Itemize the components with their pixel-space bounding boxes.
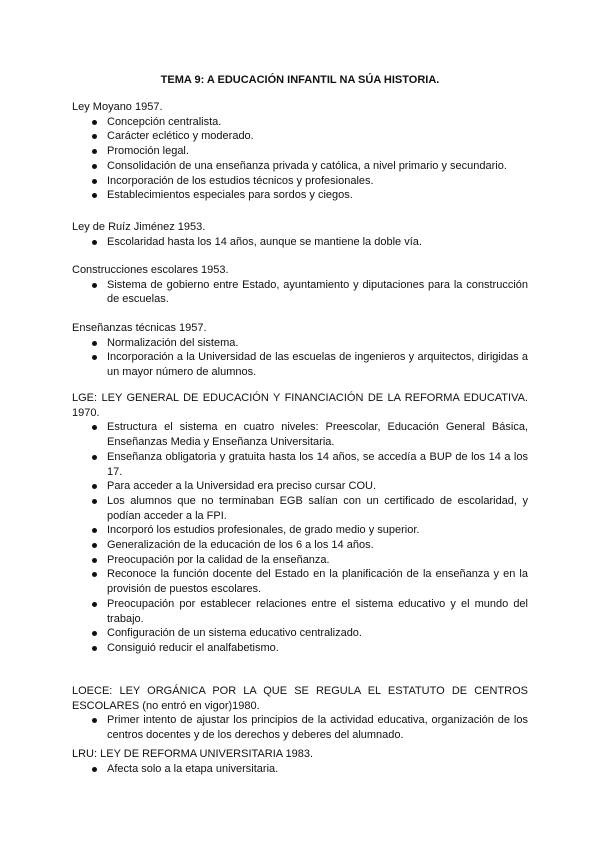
list-item: Normalización del sistema. — [72, 336, 528, 351]
bullet-list — [72, 235, 528, 250]
list-item: Promoción legal. — [72, 144, 528, 159]
list-item: Generalización de la educación de los 6 a los 14 años. — [72, 538, 528, 553]
section-heading: Enseñanzas técnicas 1957. — [72, 322, 207, 334]
section-heading: Ley de Ruíz Jiménez 1953. — [72, 221, 206, 233]
bullet-list — [72, 420, 528, 655]
list-item: Consiguió reducir el analfabetismo. — [72, 641, 528, 656]
section-heading: Construcciones escolares 1953. — [72, 264, 229, 276]
section — [72, 321, 528, 380]
bullet-list — [72, 278, 528, 307]
list-item: Configuración de un sistema educativo centralizado. — [72, 626, 528, 641]
list-item: Sistema de gobierno entre Estado, ayuntamiento y diputaciones para la construcción de escuelas. — [72, 278, 528, 307]
bullet-list — [72, 336, 528, 380]
section-heading: LRU: LEY DE REFORMA UNIVERSITARIA 1983. — [72, 748, 314, 760]
section — [72, 100, 528, 203]
list-item: Los alumnos que no terminaban EGB salían con un certificado de escolaridad, y podían acceder a la FPI. — [72, 494, 528, 523]
list-item: Preocupación por la calidad de la enseñanza. — [72, 553, 528, 568]
list-item: Incorporación de los estudios técnicos y profesionales. — [72, 174, 528, 189]
bullet-list — [72, 115, 528, 203]
section — [72, 220, 528, 249]
section — [72, 747, 528, 776]
section-heading: Ley Moyano 1957. — [72, 101, 163, 113]
section — [72, 684, 528, 743]
bullet-list — [72, 713, 528, 742]
section — [72, 263, 528, 307]
list-item: Carácter eclético y moderado. — [72, 129, 528, 144]
list-item: Para acceder a la Universidad era preciso cursar COU. — [72, 479, 528, 494]
list-item: Concepción centralista. — [72, 115, 528, 130]
list-item: Reconoce la función docente del Estado en la planificación de la enseñanza y en la provisión de puestos escolares. — [72, 567, 528, 596]
list-item: Incorporación a la Universidad de las escuelas de ingenieros y arquitectos, dirigidas a un mayor número de alumnos. — [72, 350, 528, 379]
list-item: Establecimientos especiales para sordos y ciegos. — [72, 188, 528, 203]
list-item: Preocupación por establecer relaciones entre el sistema educativo y el mundo del trabajo. — [72, 597, 528, 626]
list-item: Afecta solo a la etapa universitaria. — [72, 762, 528, 777]
list-item: Enseñanza obligatoria y gratuita hasta los 14 años, se accedía a BUP de los 14 a los 17. — [72, 450, 528, 479]
section — [72, 391, 528, 656]
list-item: Escolaridad hasta los 14 años, aunque se mantiene la doble vía. — [72, 235, 528, 250]
list-item: Consolidación de una enseñanza privada y católica, a nivel primario y secundario. — [72, 159, 528, 174]
section-heading: LOECE: LEY ORGÁNICA POR LA QUE SE REGULA EL ESTATUTO DE CENTROS ESCOLARES (no entró en vigor)1980. — [72, 685, 528, 712]
list-item: Estructura el sistema en cuatro niveles: Preescolar, Educación General Básica, Enseñanzas Media y Enseñanza Universitaria. — [72, 420, 528, 449]
page-title: TEMA 9: A EDUCACIÓN INFANTIL NA SÚA HISTORIA. — [160, 74, 440, 86]
list-item: Incorporó los estudios profesionales, de grado medio y superior. — [72, 523, 528, 538]
bullet-list — [72, 762, 528, 777]
list-item: Primer intento de ajustar los principios de la actividad educativa, organización de los centros docentes y de los derechos y deberes del alumnado. — [72, 713, 528, 742]
section-heading: LGE: LEY GENERAL DE EDUCACIÓN Y FINANCIACIÓN DE LA REFORMA EDUCATIVA. 1970. — [72, 392, 528, 419]
